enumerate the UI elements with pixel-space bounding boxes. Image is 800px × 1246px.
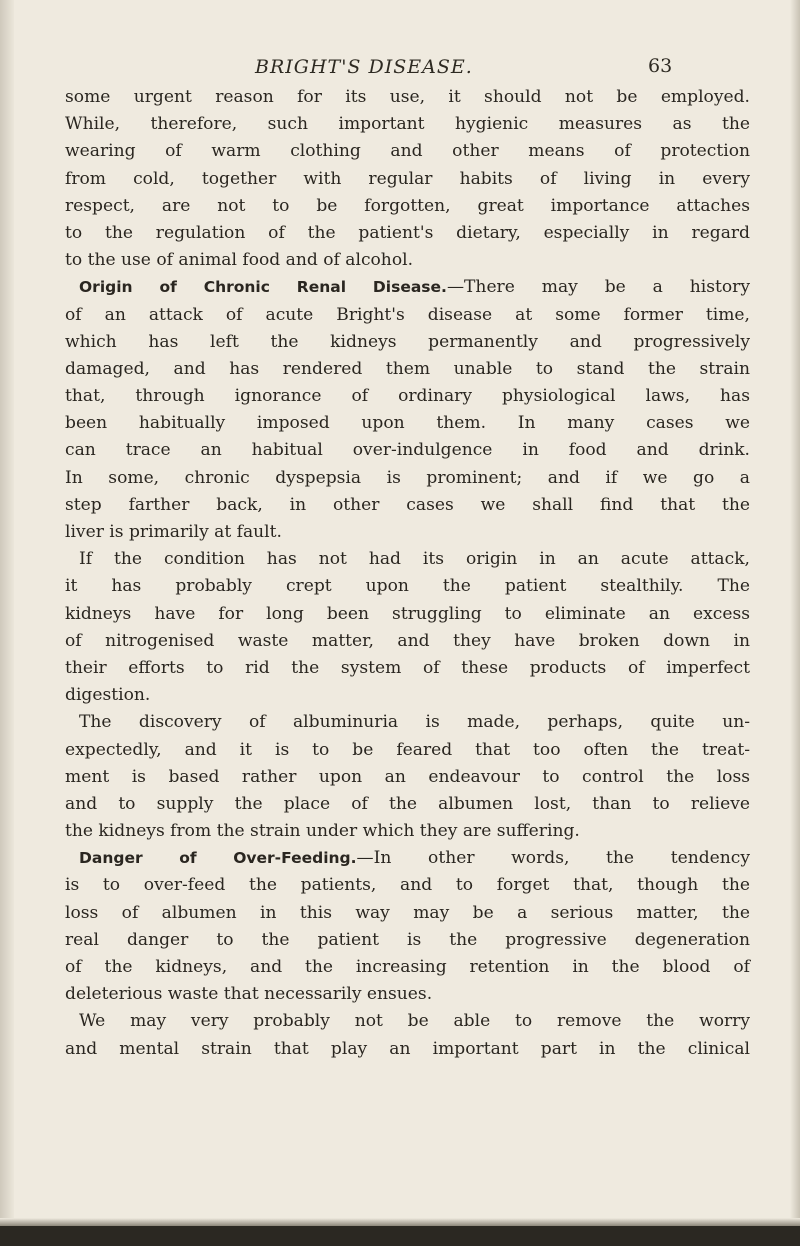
section-heading-danger: Danger of Over-Feeding. [79,849,357,868]
page-gutter-shadow [0,0,14,1246]
text-line: damaged, and has rendered them unable to stand the strain [65,358,750,379]
text-line: to the regulation of the patient's dietary, especially in regard [65,222,750,243]
section-heading-origin: Origin of Chronic Renal Disease. [79,278,447,297]
text-line: of nitrogenised waste matter, and they have broken down in [65,630,750,651]
text-line: expectedly, and it is to be feared that too often the treat- [65,739,750,760]
text-line: from cold, together with regular habits of living in every [65,168,750,189]
text-line: been habitually imposed upon them. In many cases we [65,413,750,434]
text-run: —There may be a history [446,277,750,298]
scan-bottom-shadow [0,1218,800,1226]
text-line: liver is primarily at fault. [65,522,282,542]
text-line: and mental strain that play an important part in the clinical [65,1038,750,1059]
text-line: that, through ignorance of ordinary physiological laws, has [65,386,750,407]
text-line: While, therefore, such important hygienic measures as the [65,114,750,135]
text-line: to the use of animal food and of alcohol. [65,250,414,271]
scan-bottom-edge [0,1226,800,1246]
section-heading-line [65,274,750,301]
text-line: their efforts to rid the system of these products of imperfect [65,657,750,678]
text-line: We may very probably not be able to remove the worry [79,1011,750,1032]
text-line: of the kidneys, and the increasing retention in the blood of [65,957,750,977]
running-head: BRIGHT'S DISEASE. [255,56,473,78]
page-number: 63 [648,55,673,77]
text-line: step farther back, in other cases we shall find that the [65,494,750,515]
text-line: deleterious waste that necessarily ensues. [65,984,433,1005]
text-line: The discovery of albuminuria is made, perhaps, quite un- [79,712,750,733]
text-run: —In other words, the tendency [356,848,751,869]
section-heading-line [65,845,750,872]
text-line: and to supply the place of the albumen lost, than to relieve [65,793,750,814]
text-line: digestion. [65,685,151,706]
text-line: it has probably crept upon the patient stealthily. The [65,576,750,597]
text-line: can trace an habitual over-indulgence in food and drink. [65,440,750,461]
text-line: is to over-feed the patients, and to forget that, though the [65,875,750,896]
text-line: If the condition has not had its origin in an acute attack, [79,549,750,570]
text-line: In some, chronic dyspepsia is prominent; and if we go a [65,467,750,488]
text-line: wearing of warm clothing and other means of protection [65,141,750,162]
text-line: real danger to the patient is the progressive degeneration [65,929,750,950]
text-line: of an attack of acute Bright's disease at some former time, [65,304,750,325]
text-line: the kidneys from the strain under which they are suffering. [65,821,580,842]
text-line: which has left the kidneys permanently and progressively [65,331,750,352]
body-text [65,84,750,1063]
page-right-edge [790,0,800,1246]
text-line: kidneys have for long been struggling to eliminate an excess [65,603,750,624]
text-line: loss of albumen in this way may be a serious matter, the [65,902,750,923]
text-line: some urgent reason for its use, it should not be employed. [65,87,750,107]
text-line: ment is based rather upon an endeavour to control the loss [65,766,750,787]
text-line: respect, are not to be forgotten, great importance attaches [65,195,750,216]
